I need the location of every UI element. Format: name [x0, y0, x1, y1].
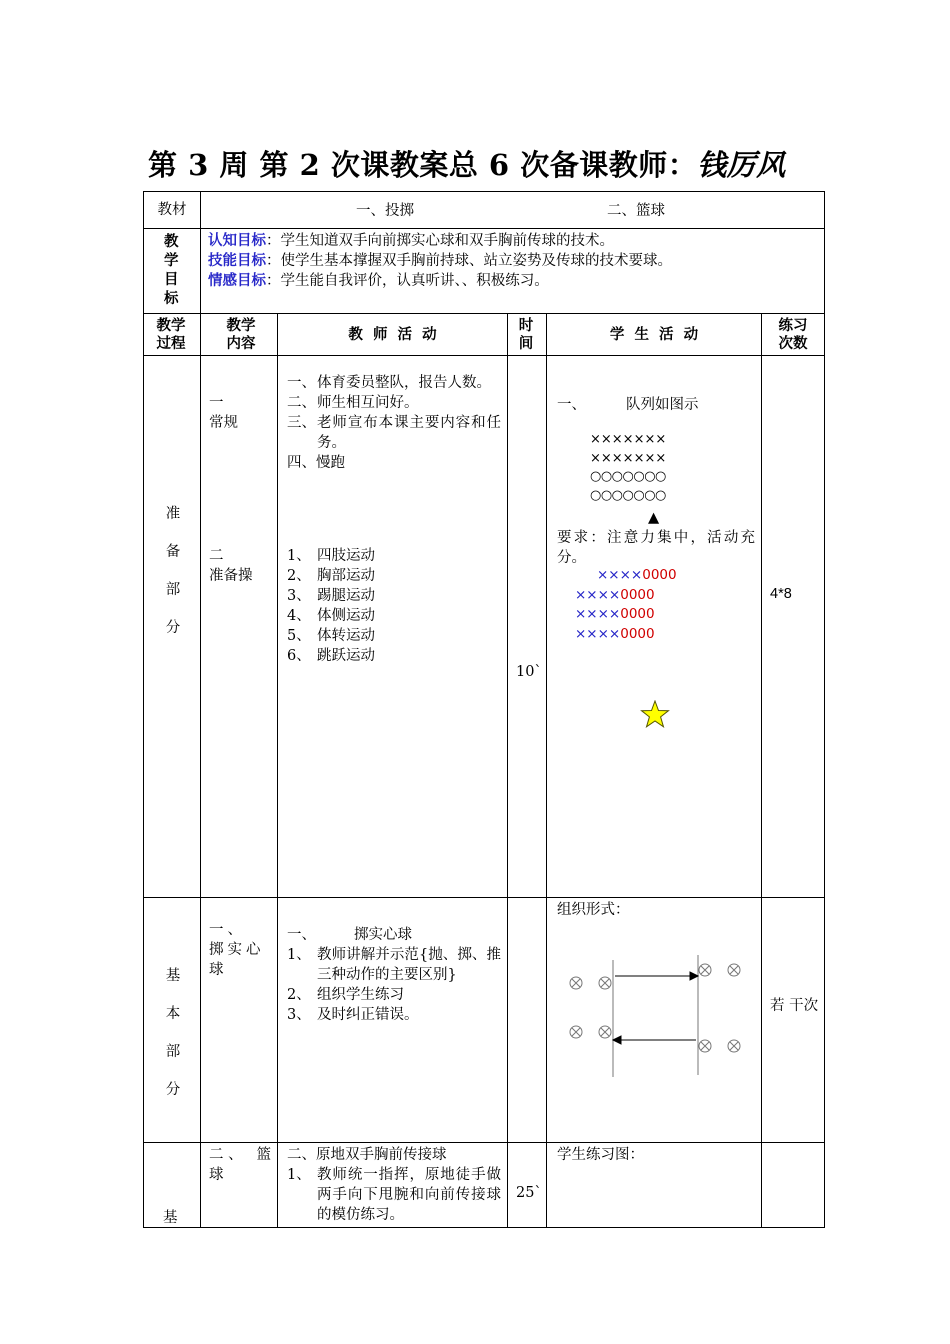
list-item: 4、 体侧运动: [287, 608, 375, 624]
star-icon: [640, 700, 670, 729]
basic2-process: 基: [163, 1210, 178, 1226]
formation-diagram: ××××××× ××××××× ○○○○○○○ ○○○○○○○: [590, 432, 667, 503]
list-item: 1、 四肢运动: [287, 548, 375, 564]
basic-process: 基本部分: [165, 968, 181, 1098]
basic2-student-practice: 学生练习图：: [557, 1147, 644, 1163]
header-teacher: 教 师 活 动: [348, 325, 437, 343]
teacher-signature: 钱厉风: [697, 148, 786, 182]
teacher-position-marker: ▲: [648, 510, 660, 526]
emotion-objective: 情感目标：学生能自我评价，认真听讲、、积极练习。: [208, 272, 549, 289]
material-item-throw: 一、投掷: [356, 203, 414, 219]
header-process: 教学过程: [156, 316, 186, 352]
throwing-drill-diagram: [560, 955, 750, 1080]
page-title: 第 3 周 第 2 次课教案总 6 次备课教师：钱厉风: [148, 148, 786, 182]
prep-requirement: 要求：注意力集中，活动充分。: [557, 530, 755, 566]
basic-student-org: 组织形式：: [557, 902, 630, 918]
prep-process: 准备部分: [165, 506, 181, 636]
basic-teacher-activity: 一、 掷实心球 1、 教师讲解并示范{抛、掷、推三种动作的主要区别} 2、 组织学生练习 3、 及时纠正错误。: [287, 927, 501, 1023]
basic-content: 一、 掷实心球: [209, 922, 265, 978]
list-item: 1、 教师统一指挥，原地徒手做两手向下甩腕和向前传接球的模仿练习。: [287, 1167, 501, 1223]
list-item: 6、 跳跃运动: [287, 648, 375, 664]
header-content: 教学内容: [226, 316, 256, 352]
header-student: 学 生 活 动: [609, 325, 699, 343]
list-item: 1、 教师讲解并示范{抛、掷、推三种动作的主要区别}: [287, 947, 501, 983]
skill-objective: 技能目标：使学生基本撑握双手胸前持球、站立姿势及传球的技术要球。: [208, 252, 672, 269]
prep-teacher-activity: 一、 体育委员整队，报告人数。 二、 师生相互问好。 三、 老师宣布本课主要内容和任务。 四、慢跑: [287, 375, 501, 471]
header-time: 时间: [518, 316, 534, 352]
basic2-teacher-activity: 二、原地双手胸前传接球 1、 教师统一指挥，原地徒手做两手向下甩腕和向前传接球的模仿练习。: [287, 1147, 501, 1223]
basic2-content: 二、 篮球: [209, 1147, 271, 1183]
prep-reps: 4*8: [770, 586, 792, 602]
objectives-text: [208, 231, 820, 311]
list-item: 2、 胸部运动: [287, 568, 375, 584]
material-item-basketball: 二、篮球: [607, 203, 665, 219]
list-item: 二、 师生相互问好。: [287, 395, 419, 411]
basic-reps: 若 干次: [770, 998, 819, 1014]
prep-exercises: [287, 546, 501, 671]
list-item: 2、 组织学生练习: [287, 987, 404, 1003]
list-item: 3、 踢腿运动: [287, 588, 375, 604]
material-label: 教材: [157, 202, 187, 218]
list-item: 5、 体转运动: [287, 628, 375, 644]
list-item: 一、 体育委员整队，报告人数。: [287, 375, 491, 391]
cognitive-objective: 认知目标：学生知道双手向前掷实心球和双手胸前传球的技术。: [208, 232, 614, 249]
basic2-time: 25`: [516, 1185, 542, 1201]
prep-student-heading: 一、 队列如图示: [557, 397, 699, 413]
prep-time: 10`: [516, 664, 542, 680]
objectives-label: 教学目标: [164, 233, 179, 307]
header-reps: 练习次数: [778, 316, 808, 352]
list-item: 三、 老师宣布本课主要内容和任务。: [287, 415, 501, 451]
prep-content-warmup: 二 准备操: [209, 548, 253, 584]
list-item: 3、 及时纠正错误。: [287, 1007, 419, 1023]
prep-content-routine: 一 常规: [209, 395, 238, 431]
drill-formation: ××××0000 ××××0000 ××××0000 ××××0000: [575, 567, 677, 642]
